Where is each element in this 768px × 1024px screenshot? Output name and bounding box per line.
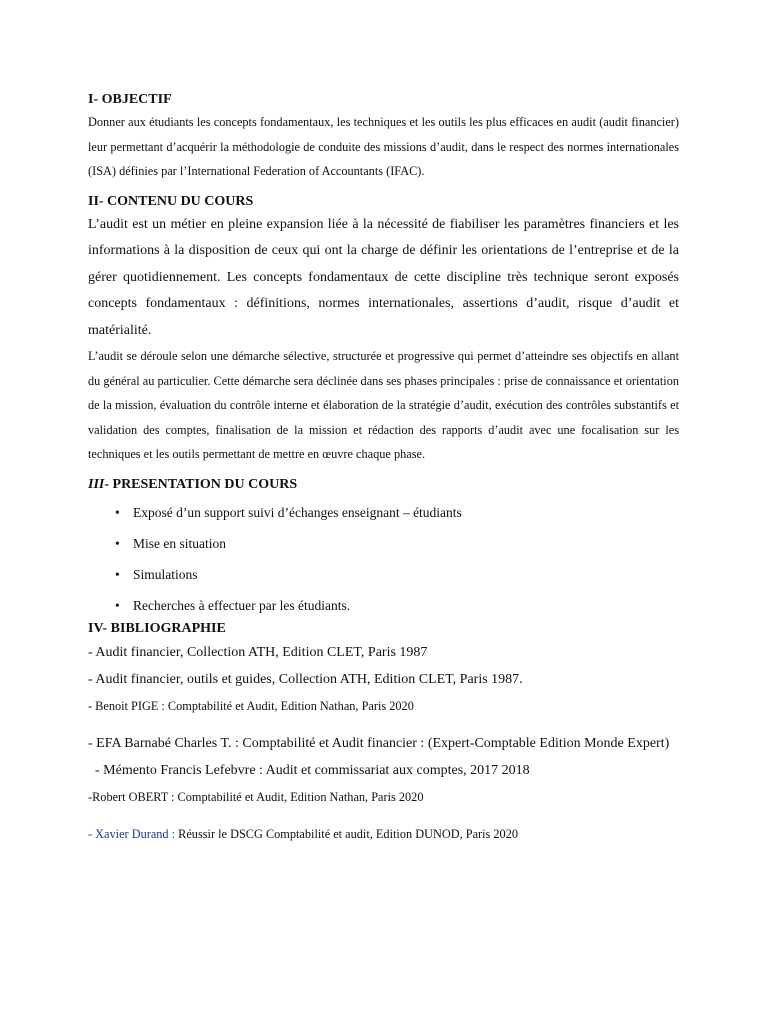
objectif-paragraph: Donner aux étudiants les concepts fondamentaux, les techniques et les outils les plus efficaces en audit (audit financier) leur permettant d’acquérir la méthodologie de conduite des missions d’audit, dans le respect des normes internationales (ISA) définies par l’International Federation of Accountants (IFAC). (88, 115, 679, 178)
bibliography-entry: - EFA Barnabé Charles T. : Comptabilité et Audit financier : (Expert-Comptable Edition Monde Expert) (88, 735, 670, 751)
bibliography-entry: - Audit financier, outils et guides, Collection ATH, Edition CLET, Paris 1987. (88, 671, 523, 687)
list-item (88, 559, 679, 590)
list-item (88, 590, 679, 621)
list-item-text: Exposé d’un support suivi d’échanges enseignant – étudiants (133, 504, 462, 520)
bibliography-entry: - Benoit PIGE : Comptabilité et Audit, Edition Nathan, Paris 2020 (88, 698, 414, 713)
bibliography-entry: -Robert OBERT : Comptabilité et Audit, Edition Nathan, Paris 2020 (88, 789, 424, 804)
contenu-paragraph-2: L’audit se déroule selon une démarche sélective, structurée et progressive qui permet d’atteindre ses objectifs en allant du général au particulier. Cette démarche sera déclinée dans ses phases principales : prise de connaissance et orientation de la mission, évaluation du contrôle interne et élaboration de la stratégie d’audit, exécution des contrôles substantifs et validation des comptes, finalisation de la mission et rédaction des rapports d’audit avec une focalisation sur les techniques et les outils permettant de mettre en œuvre chaque phase. (88, 349, 679, 461)
bibliography-entry-last (88, 821, 679, 848)
bullet-icon: • (115, 504, 120, 520)
bibliography-entry: - Audit financier, Collection ATH, Edition CLET, Paris 1987 (88, 644, 428, 660)
list-item-text: Simulations (133, 566, 198, 582)
heading-presentation (88, 477, 679, 493)
heading-contenu: II- CONTENU DU COURS (88, 193, 254, 209)
contenu-paragraph-1: L’audit est un métier en pleine expansion liée à la nécessité de fiabiliser les paramètres financiers et les informations à la disposition de ceux qui ont la charge de définir les orientations de l’entreprise et de la gérer quotidiennement. Les concepts fondamentaux de cette discipline très technique seront exposés concepts fondamentaux : définitions, normes internationales, assertions d’audit, risque d’audit et matérialité. (88, 216, 679, 338)
bullet-icon: • (115, 597, 120, 613)
heading-bibliographie: IV- BIBLIOGRAPHIE (88, 620, 226, 636)
bibliography-author-link: - Xavier Durand : (88, 826, 176, 841)
list-item (88, 528, 679, 559)
bullet-icon: • (115, 566, 120, 582)
heading-presentation-text: - PRESENTATION DU COURS (104, 476, 298, 492)
list-item-text: Mise en situation (133, 535, 226, 551)
bibliography-entry-rest: Réussir le DSCG Comptabilité et audit, Edition DUNOD, Paris 2020 (175, 826, 519, 841)
list-item-text: Recherches à effectuer par les étudiants. (133, 597, 351, 613)
heading-presentation-numeral: III (88, 476, 105, 492)
bullet-icon: • (115, 535, 120, 551)
heading-objectif: I- OBJECTIF (88, 92, 172, 107)
list-item (88, 497, 679, 528)
presentation-list (88, 497, 679, 621)
bibliography-entry: - Mémento Francis Lefebvre : Audit et commissariat aux comptes, 2017 2018 (88, 762, 530, 778)
